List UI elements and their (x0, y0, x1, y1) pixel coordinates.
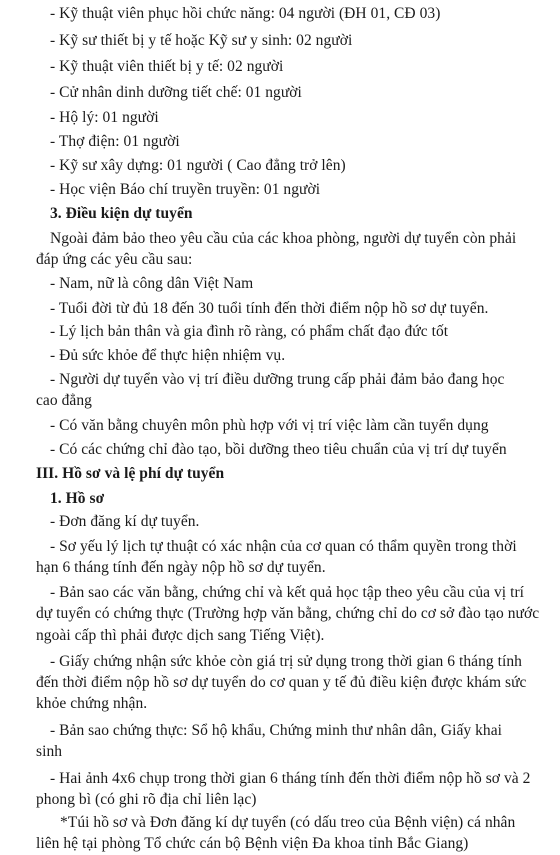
requirement-background: - Lý lịch bản thân và gia đình rõ ràng, có phẩm chất đạo đức tốt (50, 323, 449, 341)
requirement-nursing: - Người dự tuyển vào vị trí điều dưỡng trung cấp phải đảm bảo đang học (50, 371, 505, 389)
dossier-note-cont: liên hệ tại phòng Tổ chức cán bộ Bệnh viện Đa khoa tỉnh Bắc Giang) (36, 834, 469, 852)
dossier-item-photos: - Hai ảnh 4x6 chụp trong thời gian 6 tháng tính đến thời điểm nộp hồ sơ và 2 (50, 770, 531, 788)
dossier-item-cv-cont: hạn 6 tháng tính đến ngày nộp hồ sơ dự tuyển. (36, 559, 326, 577)
section-3-intro-cont: đáp ứng các yêu cầu sau: (36, 250, 193, 268)
dossier-item-diplomas: - Bản sao các văn bằng, chứng chỉ và kết quả học tập theo yêu cầu của vị trí (50, 583, 525, 601)
dossier-item-health-cert-cont-2: khỏe chứng nhận. (36, 694, 148, 712)
requirement-citizenship: - Nam, nữ là công dân Việt Nam (50, 274, 254, 292)
requirement-health: - Đủ sức khỏe để thực hiện nhiệm vụ. (50, 347, 286, 365)
dossier-item-id-copies: - Bản sao chứng thực: Sổ hộ khẩu, Chứng minh thư nhân dân, Giấy khai (50, 722, 502, 740)
staff-item-journalism: - Học viện Báo chí truyền truyền: 01 người (50, 181, 321, 199)
staff-item-medical-equipment-engineer: - Kỹ sư thiết bị y tế hoặc Kỹ sư y sinh: 02 người (50, 32, 353, 50)
section-3-heading: 3. Điều kiện dự tuyển (50, 205, 193, 223)
subsection-1-heading: 1. Hồ sơ (50, 489, 105, 507)
dossier-item-application: - Đơn đăng kí dự tuyển. (50, 513, 200, 531)
dossier-item-photos-cont: phong bì (có ghi rõ địa chỉ liên lạc) (36, 791, 257, 809)
dossier-item-health-cert: - Giấy chứng nhận sức khỏe còn giá trị sử dụng trong thời gian 6 tháng tính (50, 652, 522, 670)
staff-item-nutritionist: - Cử nhân dinh dưỡng tiết chế: 01 người (50, 84, 302, 101)
section-3-intro: Ngoài đảm bảo theo yêu cầu của các khoa phòng, người dự tuyển còn phải (50, 229, 517, 247)
dossier-item-health-cert-cont-1: đến thời điểm nộp hồ sơ dự tuyển do cơ quan y tế đủ điều kiện được khám sức (36, 673, 527, 691)
requirement-age: - Tuổi đời từ đủ 18 đến 30 tuổi tính đến thời điểm nộp hồ sơ dự tuyển. (50, 299, 489, 317)
dossier-item-diplomas-cont-2: ngoài cấp thì phải được dịch sang Tiếng Việt). (36, 626, 325, 644)
dossier-item-cv: - Sơ yếu lý lịch tự thuật có xác nhận của cơ quan có thẩm quyền trong thời (50, 538, 517, 556)
dossier-item-id-copies-cont: sinh (36, 743, 63, 761)
requirement-diploma: - Có văn bằng chuyên môn phù hợp với vị trí việc làm cần tuyển dụng (50, 417, 489, 434)
requirement-nursing-cont: cao đẳng (36, 392, 92, 410)
requirement-certificates: - Có các chứng chỉ đào tạo, bồi dưỡng theo tiêu chuẩn của vị trí dự tuyển (50, 440, 507, 458)
dossier-note: *Túi hồ sơ và Đơn đăng kí dự tuyển (có dấu treo của Bệnh viện) cá nhân (60, 813, 516, 831)
staff-item-construction-engineer: - Kỹ sư xây dựng: 01 người ( Cao đẳng trở lên) (50, 157, 346, 175)
staff-item-electrician: - Thợ điện: 01 người (50, 132, 180, 150)
staff-item-caregiver: - Hộ lý: 01 người (50, 108, 159, 126)
section-iii-heading: III. Hồ sơ và lệ phí dự tuyển (36, 464, 225, 482)
staff-item-rehab-technician: - Kỹ thuật viên phục hồi chức năng: 04 người (ĐH 01, CĐ 03) (50, 4, 441, 22)
dossier-item-diplomas-cont-1: dự tuyển có chứng thực (Trường hợp văn bằng, chứng chỉ do cơ sở đào tạo nước (36, 604, 540, 622)
staff-item-medical-equipment-technician: - Kỹ thuật viên thiết bị y tế: 02 người (50, 58, 284, 76)
